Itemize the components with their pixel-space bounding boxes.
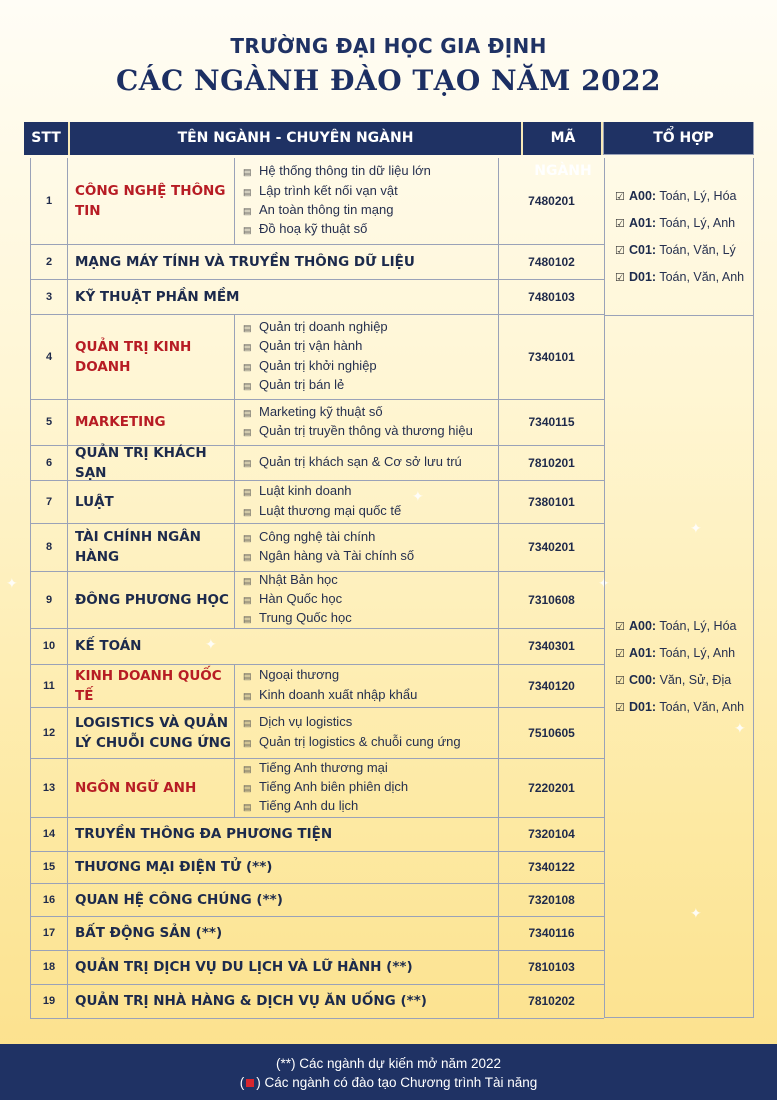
- specialization-item: ▤ Quản trị bán lẻ: [243, 376, 344, 395]
- major-code: 7340201: [498, 523, 605, 571]
- specialization-item: ▤ Tiếng Anh biên phiên dịch: [243, 778, 408, 797]
- specialization-item: ▤ Tiếng Anh thương mại: [243, 759, 388, 778]
- table-row: [30, 571, 604, 629]
- book-icon: ▤: [243, 322, 252, 333]
- specialization-item: ▤ Luật thương mại quốc tế: [243, 502, 401, 521]
- combo-item: ☑ A01: Toán, Lý, Anh: [615, 640, 753, 667]
- major-code: 7810103: [498, 950, 605, 984]
- book-icon: ▤: [243, 737, 252, 748]
- row-number: 8: [30, 523, 68, 571]
- row-number: 5: [30, 399, 68, 445]
- check-circle-icon: ☑: [615, 701, 625, 714]
- major-name: LOGISTICS VÀ QUẢN LÝ CHUỖI CUNG ỨNG: [75, 714, 231, 751]
- specialization-item: ▤ Ngân hàng và Tài chính số: [243, 547, 414, 566]
- major-code: 7810201: [498, 445, 605, 480]
- major-name: THƯƠNG MẠI ĐIỆN TỬ (**): [75, 859, 273, 875]
- table-row: [30, 314, 604, 400]
- major-code: 7480103: [498, 279, 605, 314]
- combo-item: ☑ C00: Văn, Sử, Địa: [615, 667, 753, 694]
- major-name: KỸ THUẬT PHẦN MỀM: [75, 288, 240, 305]
- specialization-item: ▤ Marketing kỹ thuật số: [243, 403, 383, 422]
- specialization-item: ▤ Hàn Quốc học: [243, 590, 342, 609]
- specialization-item: ▤ Quản trị doanh nghiệp: [243, 318, 388, 337]
- talent-marker-icon: [246, 1079, 254, 1087]
- table-row: [30, 480, 604, 524]
- major-name: TÀI CHÍNH NGÂN HÀNG: [75, 529, 201, 565]
- row-number: 10: [30, 628, 68, 664]
- specialization-item: ▤ Tiếng Anh du lịch: [243, 797, 358, 816]
- table-row: [30, 523, 604, 572]
- combo-item: ☑ A01: Toán, Lý, Anh: [615, 210, 753, 237]
- book-icon: ▤: [243, 186, 252, 197]
- sparkle-icon: ✦: [6, 575, 18, 591]
- table-row: [30, 399, 604, 446]
- row-number: 3: [30, 279, 68, 314]
- specializations: [234, 664, 498, 707]
- check-circle-icon: ☑: [615, 620, 625, 633]
- book-icon: ▤: [243, 532, 252, 543]
- combo-item: ☑ A00: Toán, Lý, Hóa: [615, 613, 753, 640]
- specialization-item: ▤ Quản trị khách sạn & Cơ sở lưu trú: [243, 453, 462, 472]
- specialization-item: ▤ Kinh doanh xuất nhập khẩu: [243, 686, 417, 705]
- major-name: QUẢN TRỊ KHÁCH SẠN: [75, 444, 207, 481]
- book-icon: ▤: [243, 575, 252, 586]
- specializations: [234, 758, 498, 817]
- major-code: 7380101: [498, 480, 605, 523]
- row-number: 6: [30, 445, 68, 480]
- book-icon: ▤: [243, 614, 252, 625]
- major-code: 7320108: [498, 883, 605, 916]
- book-icon: ▤: [243, 552, 252, 562]
- specialization-item: ▤ Trung Quốc học: [243, 609, 352, 628]
- book-icon: ▤: [243, 225, 252, 236]
- table-row: [30, 628, 604, 665]
- book-icon: ▤: [243, 594, 252, 605]
- table-row: [30, 664, 604, 708]
- row-number: 19: [30, 984, 68, 1018]
- row-number: 9: [30, 571, 68, 628]
- specializations: [234, 314, 498, 399]
- book-icon: ▤: [243, 690, 252, 701]
- row-number: 4: [30, 314, 68, 399]
- specialization-item: ▤ Quản trị khởi nghiệp: [243, 357, 377, 376]
- major-name: ĐÔNG PHƯƠNG HỌC: [75, 591, 229, 608]
- major-code: 7810202: [498, 984, 605, 1018]
- major-code: 7480201: [498, 158, 605, 244]
- specialization-item: ▤ Hệ thống thông tin dữ liệu lớn: [243, 162, 431, 181]
- book-icon: ▤: [243, 427, 252, 437]
- row-number: 13: [30, 758, 68, 817]
- specialization-item: ▤ Dịch vụ logistics: [243, 713, 352, 732]
- specializations: [234, 571, 498, 628]
- table-row: [30, 916, 604, 951]
- table-row: [30, 817, 604, 852]
- major-code: 7340101: [498, 314, 605, 399]
- major-code: 7320104: [498, 817, 605, 851]
- major-name: BẤT ĐỘNG SẢN (**): [75, 925, 223, 941]
- sparkle-icon: ✦: [205, 636, 217, 652]
- check-circle-icon: ☑: [615, 190, 625, 203]
- major-code: 7510605: [498, 707, 605, 758]
- specialization-item: ▤ Đồ hoạ kỹ thuật số: [243, 220, 367, 239]
- specialization-item: ▤ An toàn thông tin mạng: [243, 201, 393, 220]
- specializations: [234, 158, 498, 244]
- specializations: [234, 707, 498, 758]
- book-icon: ▤: [243, 782, 252, 793]
- page-title: CÁC NGÀNH ĐÀO TẠO NĂM 2022: [115, 64, 662, 97]
- specialization-item: ▤ Lập trình kết nối vạn vật: [243, 182, 398, 201]
- table-row: [30, 758, 604, 818]
- row-number: 18: [30, 950, 68, 984]
- table-row: [30, 707, 604, 759]
- col-header-name: TÊN NGÀNH - CHUYÊN NGÀNH: [177, 130, 414, 146]
- book-icon: ▤: [243, 206, 252, 216]
- table-row: [30, 851, 604, 884]
- check-circle-icon: ☑: [615, 674, 625, 687]
- row-number: 12: [30, 707, 68, 758]
- major-name: TRUYỀN THÔNG ĐA PHƯƠNG TIỆN: [75, 826, 333, 842]
- book-icon: ▤: [243, 361, 252, 372]
- row-number: 7: [30, 480, 68, 523]
- major-code: 7310608: [498, 571, 605, 628]
- specialization-item: ▤ Ngoại thương: [243, 666, 339, 685]
- sparkle-icon: ✦: [690, 520, 702, 536]
- major-code: 7340301: [498, 628, 605, 664]
- major-name: QUẢN TRỊ KINH DOANH: [75, 338, 192, 375]
- book-icon: ▤: [243, 457, 252, 468]
- row-number: 2: [30, 244, 68, 279]
- check-circle-icon: ☑: [615, 647, 625, 660]
- specialization-item: ▤ Quản trị vận hành: [243, 337, 362, 356]
- book-icon: ▤: [243, 671, 252, 682]
- sparkle-icon: ✦: [412, 488, 424, 504]
- major-name: NGÔN NGỮ ANH: [75, 779, 197, 796]
- major-name: MARKETING: [75, 414, 166, 430]
- table-row: [30, 279, 604, 315]
- book-icon: ▤: [243, 506, 252, 517]
- major-name: QUẢN TRỊ DỊCH VỤ DU LỊCH VÀ LỮ HÀNH (**): [75, 959, 413, 975]
- major-name: CÔNG NGHỆ THÔNG TIN: [75, 183, 226, 219]
- book-icon: ▤: [243, 763, 252, 774]
- table-row: [30, 445, 604, 481]
- sparkle-icon: ✦: [598, 575, 610, 591]
- major-name: QUAN HỆ CÔNG CHÚNG (**): [75, 891, 283, 908]
- check-circle-icon: ☑: [615, 217, 625, 230]
- specialization-item: ▤ Quản trị truyền thông và thương hiệu: [243, 422, 473, 441]
- table-row: [30, 158, 604, 245]
- footer-note-talent: ( ) Các ngành có đào tạo Chương trình Tài năng: [239, 1075, 538, 1090]
- combo-block: [604, 158, 754, 316]
- major-code: 7340122: [498, 851, 605, 883]
- book-icon: ▤: [243, 407, 252, 418]
- row-number: 1: [30, 158, 68, 244]
- school-name: TRƯỜNG ĐẠI HỌC GIA ĐỊNH: [230, 34, 547, 58]
- table-row: [30, 244, 604, 280]
- col-header-combo: TỔ HỢP: [603, 122, 754, 155]
- major-code: 7220201: [498, 758, 605, 817]
- combo-item: ☑ D01: Toán, Văn, Anh: [615, 264, 753, 291]
- book-icon: ▤: [243, 487, 252, 498]
- check-circle-icon: ☑: [615, 244, 625, 257]
- specialization-item: ▤ Quản trị logistics & chuỗi cung ứng: [243, 733, 461, 752]
- major-code: 7340115: [498, 399, 605, 445]
- sparkle-icon: ✦: [690, 905, 702, 921]
- book-icon: ▤: [243, 718, 252, 729]
- col-header-stt: STT: [31, 130, 61, 146]
- footer: [0, 1044, 777, 1100]
- row-number: 15: [30, 851, 68, 883]
- specializations: [234, 480, 498, 523]
- specialization-item: ▤ Nhật Bản học: [243, 571, 338, 590]
- major-code: 7340116: [498, 916, 605, 950]
- specialization-item: ▤ Luật kinh doanh: [243, 482, 352, 501]
- table-row: [30, 950, 604, 985]
- combo-item: ☑ A00: Toán, Lý, Hóa: [615, 183, 753, 210]
- check-circle-icon: ☑: [615, 271, 625, 284]
- major-name: LUẬT: [75, 493, 114, 510]
- specializations: [234, 445, 498, 480]
- row-number: 17: [30, 916, 68, 950]
- row-number: 16: [30, 883, 68, 916]
- specializations: [234, 523, 498, 571]
- major-code: 7340120: [498, 664, 605, 707]
- footer-note-planned: (**) Các ngành dự kiến mở năm 2022: [275, 1056, 501, 1071]
- page-header: [0, 34, 777, 97]
- book-icon: ▤: [243, 342, 252, 353]
- major-name: KINH DOANH QUỐC TẾ: [75, 667, 222, 704]
- combo-item: ☑ D01: Toán, Văn, Anh: [615, 694, 753, 721]
- book-icon: ▤: [243, 380, 252, 391]
- row-number: 11: [30, 664, 68, 707]
- major-name: QUẢN TRỊ NHÀ HÀNG & DỊCH VỤ ĂN UỐNG (**): [75, 993, 427, 1009]
- specialization-item: ▤ Công nghệ tài chính: [243, 528, 375, 547]
- table-row: [30, 883, 604, 917]
- sparkle-icon: ✦: [734, 720, 746, 736]
- book-icon: ▤: [243, 802, 252, 813]
- table-row: [30, 984, 604, 1019]
- specializations: [234, 399, 498, 445]
- major-name: MẠNG MÁY TÍNH VÀ TRUYỀN THÔNG DỮ LIỆU: [75, 253, 415, 270]
- major-code: 7480102: [498, 244, 605, 279]
- row-number: 14: [30, 817, 68, 851]
- combo-block: [604, 316, 754, 1018]
- major-name: KẾ TOÁN: [75, 638, 142, 654]
- combo-item: ☑ C01: Toán, Văn, Lý: [615, 237, 753, 264]
- book-icon: ▤: [243, 167, 252, 178]
- col-header-code: MÃ NGÀNH: [534, 130, 592, 179]
